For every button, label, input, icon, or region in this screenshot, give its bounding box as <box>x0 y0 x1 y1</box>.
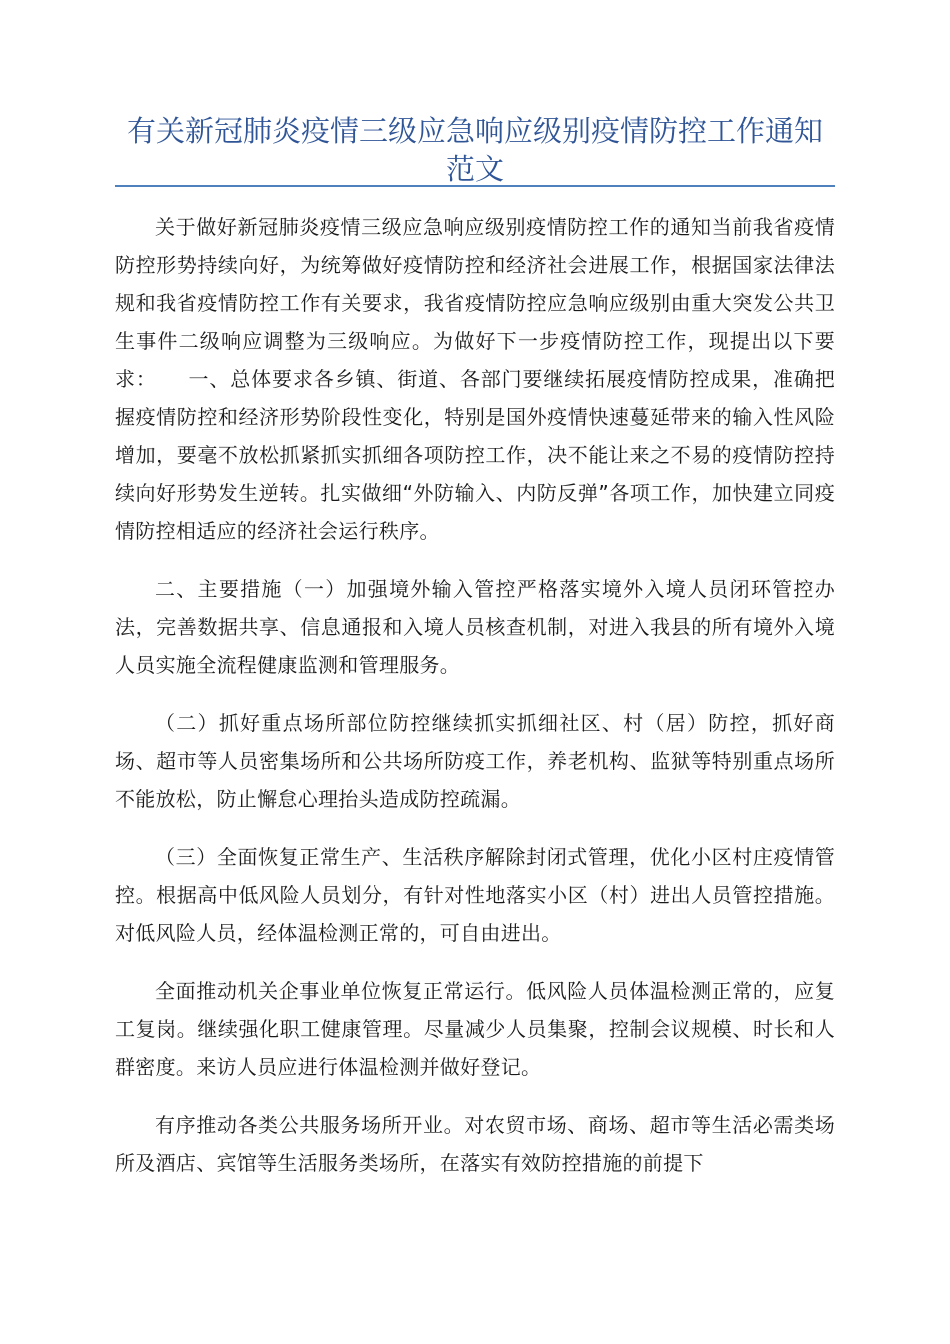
document-title: 有关新冠肺炎疫情三级应急响应级别疫情防控工作通知范文 <box>126 114 823 186</box>
paragraph-1: 关于做好新冠肺炎疫情三级应急响应级别疫情防控工作的通知当前我省疫情防控形势持续向好，为统筹做好疫情防控和经济社会进展工作，根据国家法律法规和我省疫情防控工作有关要求，我省疫情防控应急响应级别由重大突发公共卫生事件二级响应调整为三级响应。为做好下一步疫情防控工作，现提出以下要求： 一、总体要求各乡镇、街道、各部门要继续拓展疫情防控成果，准确把握疫情防控和经济形势阶段性变化，特别是国外疫情快速蔓延带来的输入性风险增加，要毫不放松抓紧抓实抓细各项防控工作，决不能让来之不易的疫情防控持续向好形势发生逆转。扎实做细“外防输入、内防反弹”各项工作，加快建立同疫情防控相适应的经济社会运行秩序。 <box>115 215 835 543</box>
paragraph-4: （三）全面恢复正常生产、生活秩序解除封闭式管理，优化小区村庄疫情管控。根据高中低风险人员划分，有针对性地落实小区（村）进出人员管控措施。对低风险人员，经体温检测正常的，可自由进出。 <box>115 845 835 945</box>
paragraph-2: 二、主要措施（一）加强境外输入管控严格落实境外入境人员闭环管控办法，完善数据共享、信息通报和入境人员核查机制，对进入我县的所有境外入境人员实施全流程健康监测和管理服务。 <box>115 577 835 677</box>
title-underline <box>115 185 835 187</box>
paragraph-3: （二）抓好重点场所部位防控继续抓实抓细社区、村（居）防控，抓好商场、超市等人员密集场所和公共场所防疫工作，养老机构、监狱等特别重点场所不能放松，防止懈怠心理抬头造成防控疏漏。 <box>115 711 835 811</box>
paragraph-6: 有序推动各类公共服务场所开业。对农贸市场、商场、超市等生活必需类场所及酒店、宾馆等生活服务类场所，在落实有效防控措施的前提下 <box>115 1113 835 1175</box>
paragraph-5: 全面推动机关企事业单位恢复正常运行。低风险人员体温检测正常的，应复工复岗。继续强化职工健康管理。尽量减少人员集聚，控制会议规模、时长和人群密度。来访人员应进行体温检测并做好登记。 <box>115 979 835 1079</box>
document-body <box>115 208 835 1202</box>
